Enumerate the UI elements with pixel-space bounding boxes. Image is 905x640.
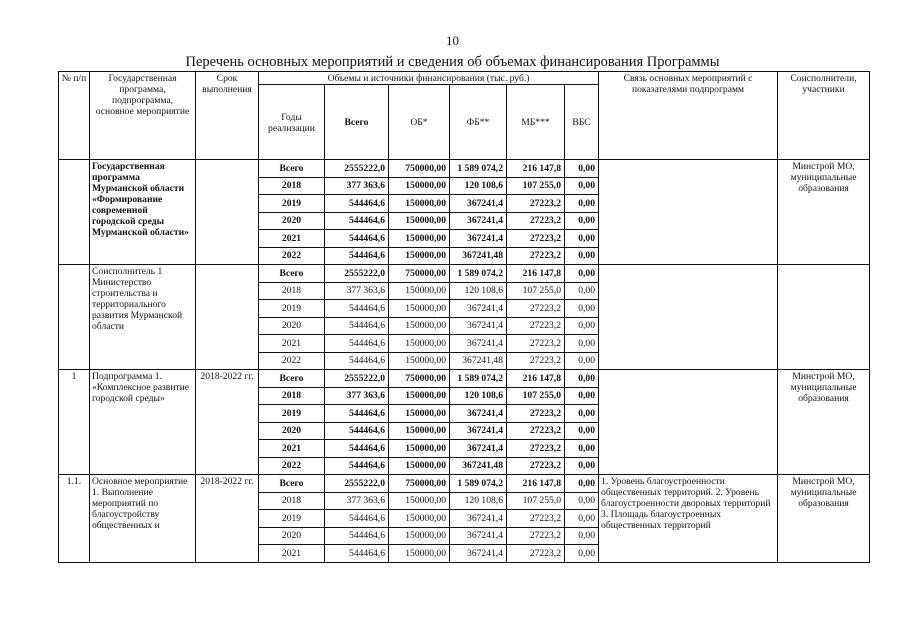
row-number [59, 160, 90, 265]
year-cell: Всего [259, 370, 325, 388]
table-header [59, 72, 870, 160]
mb-cell: 27223,2 [507, 247, 565, 265]
term-cell: 2018-2022 гг. [196, 475, 259, 563]
indicator-link [599, 370, 778, 475]
total-cell: 544464,6 [325, 212, 389, 230]
ob-cell: 150000,00 [389, 545, 450, 563]
vbs-cell: 0,00 [565, 335, 599, 353]
year-cell: 2020 [259, 527, 325, 545]
year-cell: 2018 [259, 387, 325, 405]
vbs-cell: 0,00 [565, 212, 599, 230]
ob-cell: 150000,00 [389, 457, 450, 475]
year-cell: 2021 [259, 230, 325, 248]
total-cell: 544464,6 [325, 300, 389, 318]
row-number: 1.1. [59, 475, 90, 563]
ob-cell: 150000,00 [389, 440, 450, 458]
year-cell: 2018 [259, 282, 325, 300]
program-name: Основное мероприятие 1. Выполнение мероприятий по благоустройству общественных и [90, 475, 196, 563]
mb-cell: 27223,2 [507, 230, 565, 248]
table-row [59, 475, 870, 493]
mb-cell: 27223,2 [507, 335, 565, 353]
ob-cell: 150000,00 [389, 317, 450, 335]
ob-cell: 750000,00 [389, 265, 450, 283]
vbs-cell: 0,00 [565, 265, 599, 283]
mb-cell: 216 147,8 [507, 160, 565, 178]
vbs-cell: 0,00 [565, 405, 599, 423]
vbs-cell: 0,00 [565, 440, 599, 458]
year-cell: 2021 [259, 440, 325, 458]
ob-cell: 150000,00 [389, 177, 450, 195]
total-cell: 544464,6 [325, 230, 389, 248]
year-cell: 2022 [259, 457, 325, 475]
header-program: Государственная программа, подпрограмма, основное мероприятие [90, 72, 196, 160]
table-row [59, 265, 870, 283]
year-cell: 2021 [259, 335, 325, 353]
mb-cell: 27223,2 [507, 457, 565, 475]
ob-cell: 150000,00 [389, 527, 450, 545]
fb-cell: 367241,4 [450, 545, 507, 563]
coexecutors [778, 265, 870, 370]
ob-cell: 150000,00 [389, 195, 450, 213]
table-row [59, 160, 870, 178]
fb-cell: 367241,4 [450, 212, 507, 230]
year-cell: 2019 [259, 510, 325, 528]
total-cell: 2555222,0 [325, 370, 389, 388]
total-cell: 377 363,6 [325, 492, 389, 510]
ob-cell: 150000,00 [389, 212, 450, 230]
vbs-cell: 0,00 [565, 247, 599, 265]
page-number: 10 [446, 33, 459, 48]
year-cell: 2021 [259, 545, 325, 563]
mb-cell: 27223,2 [507, 212, 565, 230]
total-cell: 377 363,6 [325, 387, 389, 405]
fb-cell: 367241,4 [450, 300, 507, 318]
header-fb: ФБ** [450, 85, 507, 160]
vbs-cell: 0,00 [565, 317, 599, 335]
vbs-cell: 0,00 [565, 177, 599, 195]
mb-cell: 27223,2 [507, 317, 565, 335]
coexecutors: Минстрой МО, муниципальные образования [778, 160, 870, 265]
total-cell: 544464,6 [325, 247, 389, 265]
total-cell: 2555222,0 [325, 475, 389, 493]
fb-cell: 367241,48 [450, 247, 507, 265]
header-ob: ОБ* [389, 85, 450, 160]
vbs-cell: 0,00 [565, 422, 599, 440]
fb-cell: 1 589 074,2 [450, 370, 507, 388]
total-cell: 544464,6 [325, 422, 389, 440]
vbs-cell: 0,00 [565, 387, 599, 405]
total-cell: 544464,6 [325, 545, 389, 563]
total-cell: 544464,6 [325, 195, 389, 213]
header-link: Связь основных мероприятий с показателями подпрограмм [599, 72, 778, 160]
year-cell: Всего [259, 160, 325, 178]
total-cell: 544464,6 [325, 527, 389, 545]
row-number [59, 265, 90, 370]
header-volumes: Объемы и источники финансирования (тыс. руб.) [259, 72, 599, 85]
mb-cell: 216 147,8 [507, 370, 565, 388]
mb-cell: 27223,2 [507, 405, 565, 423]
total-cell: 544464,6 [325, 457, 389, 475]
mb-cell: 27223,2 [507, 545, 565, 563]
term-cell [196, 160, 259, 265]
total-cell: 544464,6 [325, 405, 389, 423]
indicator-link [599, 265, 778, 370]
ob-cell: 750000,00 [389, 160, 450, 178]
vbs-cell: 0,00 [565, 475, 599, 493]
fb-cell: 367241,48 [450, 352, 507, 370]
vbs-cell: 0,00 [565, 370, 599, 388]
header-coexec: Соисполнители, участники [778, 72, 870, 160]
indicator-link: 1. Уровень благоустроенности общественных территорий. 2. Уровень благоустроенности дворовых территорий 3. Площадь благоустроенных общественных территорий [599, 475, 778, 563]
page-title: Перечень основных мероприятий и сведения об объемах финансирования Программы [185, 54, 720, 70]
mb-cell: 27223,2 [507, 510, 565, 528]
year-cell: 2022 [259, 352, 325, 370]
header-vbs: ВБС [565, 85, 599, 160]
fb-cell: 367241,4 [450, 527, 507, 545]
mb-cell: 107 255,0 [507, 282, 565, 300]
ob-cell: 150000,00 [389, 247, 450, 265]
mb-cell: 107 255,0 [507, 492, 565, 510]
total-cell: 544464,6 [325, 510, 389, 528]
mb-cell: 27223,2 [507, 527, 565, 545]
mb-cell: 107 255,0 [507, 177, 565, 195]
total-cell: 377 363,6 [325, 177, 389, 195]
year-cell: 2019 [259, 405, 325, 423]
total-cell: 544464,6 [325, 317, 389, 335]
fb-cell: 367241,4 [450, 422, 507, 440]
term-cell [196, 265, 259, 370]
total-cell: 2555222,0 [325, 265, 389, 283]
header-total: Всего [325, 85, 389, 160]
ob-cell: 150000,00 [389, 387, 450, 405]
coexecutors: Минстрой МО, муниципальные образования [778, 370, 870, 475]
vbs-cell: 0,00 [565, 457, 599, 475]
mb-cell: 27223,2 [507, 195, 565, 213]
vbs-cell: 0,00 [565, 492, 599, 510]
total-cell: 2555222,0 [325, 160, 389, 178]
vbs-cell: 0,00 [565, 160, 599, 178]
year-cell: 2022 [259, 247, 325, 265]
vbs-cell: 0,00 [565, 300, 599, 318]
ob-cell: 750000,00 [389, 475, 450, 493]
term-cell: 2018-2022 гг. [196, 370, 259, 475]
total-cell: 544464,6 [325, 352, 389, 370]
year-cell: Всего [259, 265, 325, 283]
ob-cell: 150000,00 [389, 335, 450, 353]
vbs-cell: 0,00 [565, 282, 599, 300]
mb-cell: 27223,2 [507, 300, 565, 318]
row-number: 1 [59, 370, 90, 475]
year-cell: Всего [259, 475, 325, 493]
year-cell: 2019 [259, 300, 325, 318]
vbs-cell: 0,00 [565, 510, 599, 528]
mb-cell: 216 147,8 [507, 475, 565, 493]
total-cell: 544464,6 [325, 335, 389, 353]
vbs-cell: 0,00 [565, 545, 599, 563]
vbs-cell: 0,00 [565, 195, 599, 213]
total-cell: 544464,6 [325, 440, 389, 458]
ob-cell: 150000,00 [389, 492, 450, 510]
ob-cell: 150000,00 [389, 510, 450, 528]
fb-cell: 120 108,6 [450, 177, 507, 195]
table-body [59, 160, 870, 563]
ob-cell: 150000,00 [389, 405, 450, 423]
fb-cell: 367241,4 [450, 230, 507, 248]
fb-cell: 120 108,6 [450, 387, 507, 405]
fb-cell: 367241,4 [450, 440, 507, 458]
program-name: Государственная программа Мурманской области «Формирование современной городской среды Мурманской области» [90, 160, 196, 265]
ob-cell: 150000,00 [389, 422, 450, 440]
year-cell: 2018 [259, 492, 325, 510]
ob-cell: 150000,00 [389, 300, 450, 318]
fb-cell: 367241,4 [450, 510, 507, 528]
header-years: Годы реализации [259, 85, 325, 160]
header-term: Срок выполнения [196, 72, 259, 160]
ob-cell: 150000,00 [389, 230, 450, 248]
mb-cell: 216 147,8 [507, 265, 565, 283]
vbs-cell: 0,00 [565, 527, 599, 545]
ob-cell: 150000,00 [389, 282, 450, 300]
table-row [59, 370, 870, 388]
indicator-link [599, 160, 778, 265]
vbs-cell: 0,00 [565, 352, 599, 370]
fb-cell: 120 108,6 [450, 492, 507, 510]
mb-cell: 27223,2 [507, 352, 565, 370]
mb-cell: 27223,2 [507, 422, 565, 440]
fb-cell: 1 589 074,2 [450, 265, 507, 283]
mb-cell: 27223,2 [507, 440, 565, 458]
year-cell: 2020 [259, 317, 325, 335]
total-cell: 377 363,6 [325, 282, 389, 300]
coexecutors: Минстрой МО, муниципальные образования [778, 475, 870, 563]
fb-cell: 367241,48 [450, 457, 507, 475]
program-name: Подпрограмма 1. «Комплексное развитие городской среды» [90, 370, 196, 475]
ob-cell: 750000,00 [389, 370, 450, 388]
header-mb: МБ*** [507, 85, 565, 160]
fb-cell: 367241,4 [450, 335, 507, 353]
financing-table [58, 71, 870, 563]
year-cell: 2020 [259, 212, 325, 230]
year-cell: 2018 [259, 177, 325, 195]
fb-cell: 367241,4 [450, 195, 507, 213]
program-name: Соисполнитель 1 Министерство строительства и территориального развития Мурманской области [90, 265, 196, 370]
vbs-cell: 0,00 [565, 230, 599, 248]
fb-cell: 1 589 074,2 [450, 475, 507, 493]
fb-cell: 1 589 074,2 [450, 160, 507, 178]
fb-cell: 120 108,6 [450, 282, 507, 300]
header-num: № п/п [59, 72, 90, 160]
fb-cell: 367241,4 [450, 405, 507, 423]
fb-cell: 367241,4 [450, 317, 507, 335]
financing-table-wrap [58, 71, 869, 563]
mb-cell: 107 255,0 [507, 387, 565, 405]
ob-cell: 150000,00 [389, 352, 450, 370]
year-cell: 2019 [259, 195, 325, 213]
year-cell: 2020 [259, 422, 325, 440]
